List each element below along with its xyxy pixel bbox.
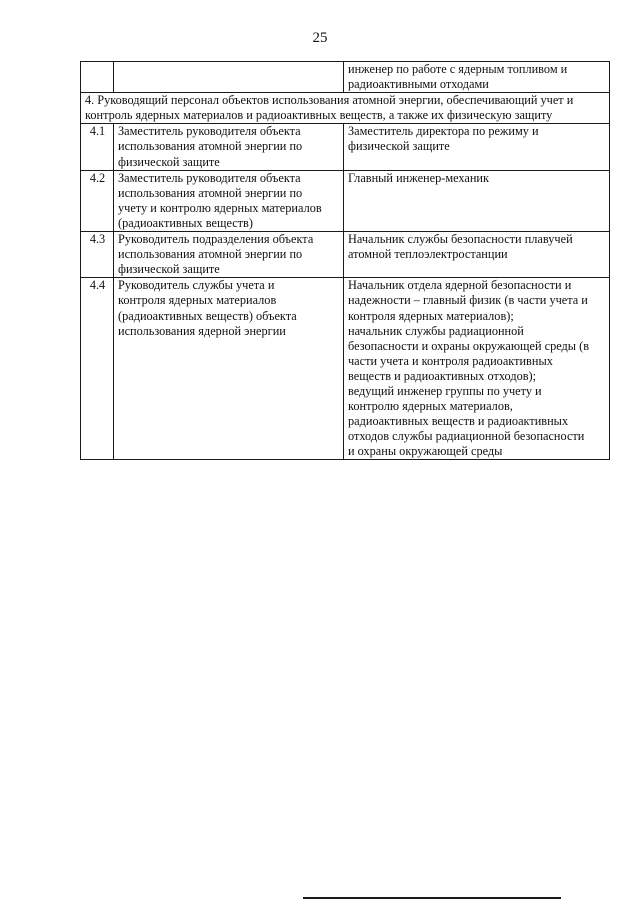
text-line: Руководитель службы учета и	[118, 278, 275, 293]
text-line: инженер по работе с ядерным топливом и	[348, 62, 568, 76]
text-line: ведущий инженер группы по учету и	[348, 383, 542, 398]
examples-cell	[344, 124, 610, 170]
text-line: (радиоактивных веществ) объекта	[118, 308, 297, 323]
text-line: физической защите	[118, 154, 220, 169]
text-line: физической защите	[348, 139, 450, 154]
text-line: контролю ядерных материалов,	[348, 399, 513, 414]
cell-position-empty	[114, 62, 344, 93]
row-number: 4.3	[81, 232, 114, 278]
text-line: использования атомной энергии по	[118, 185, 303, 200]
cell-num-empty	[81, 62, 114, 93]
text-line: (радиоактивных веществ)	[118, 215, 253, 230]
text-line: начальник службы радиационной	[348, 323, 524, 338]
position-cell	[114, 124, 344, 170]
table-row	[81, 170, 610, 231]
text-line: веществ и радиоактивных отходов);	[348, 368, 537, 383]
text-line: отходов службы радиационной безопасности	[348, 429, 585, 444]
examples-cell	[344, 232, 610, 278]
text-line: Заместитель руководителя объекта	[118, 124, 301, 139]
position-cell	[114, 232, 344, 278]
page-number: 25	[312, 30, 328, 46]
text-line: Руководитель подразделения объекта	[118, 232, 314, 247]
text-line: Заместитель руководителя объекта	[118, 170, 301, 185]
position-cell	[114, 278, 344, 460]
text-line: безопасности и охраны окружающей среды (в	[348, 338, 590, 353]
text-line: части учета и контроля радиоактивных	[348, 353, 553, 368]
section-header-row	[81, 93, 610, 124]
positions-table	[80, 61, 610, 460]
text-line: Начальник отдела ядерной безопасности и	[348, 278, 572, 293]
examples-cell	[344, 278, 610, 460]
text-line: радиоактивных веществ и радиоактивных	[348, 414, 569, 429]
text-line: Начальник службы безопасности плавучей	[348, 232, 573, 247]
text-line: использования атомной энергии по	[118, 139, 303, 154]
table-row	[81, 232, 610, 278]
text-line: использования ядерной энергии	[118, 323, 286, 338]
table-row	[81, 124, 610, 170]
text-line: Заместитель директора по режиму и	[348, 124, 539, 139]
text-line: атомной теплоэлектростанции	[348, 247, 508, 262]
text-line: физической защите	[118, 262, 220, 277]
row-number: 4.4	[81, 278, 114, 460]
text-line: контроля ядерных материалов);	[348, 308, 514, 323]
text-line: надежности – главный физик (в части учета и	[348, 293, 588, 308]
text-line: Главный инженер-механик	[348, 170, 489, 185]
text-line: контроль ядерных материалов и радиоактивных веществ, а также их физическую защиту	[85, 108, 553, 123]
examples-cell	[344, 170, 610, 231]
text-line: учету и контролю ядерных материалов	[118, 200, 322, 215]
position-cell	[114, 170, 344, 231]
row-number: 4.1	[81, 124, 114, 170]
table-row-continued	[81, 62, 610, 93]
text-line: и охраны окружающей среды	[348, 444, 503, 459]
text-line: контроля ядерных материалов	[118, 293, 277, 308]
cell-examples-continued	[344, 62, 610, 93]
text-line: радиоактивными отходами	[348, 77, 489, 92]
text-line: использования атомной энергии по	[118, 247, 303, 262]
text-line: 4. Руководящий персонал объектов использования атомной энергии, обеспечивающий учет и	[85, 93, 574, 108]
section-title	[81, 93, 610, 124]
scan-edge-mark	[303, 897, 561, 899]
table-row	[81, 278, 610, 460]
row-number: 4.2	[81, 170, 114, 231]
